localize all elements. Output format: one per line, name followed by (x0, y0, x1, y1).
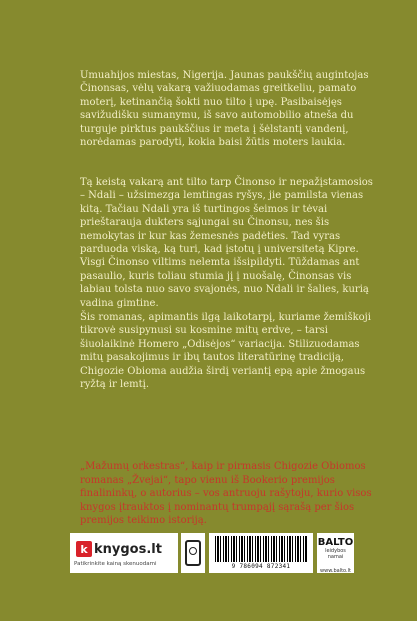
publisher-name: BALTO (317, 537, 354, 548)
knygos-logo-panel (70, 533, 178, 573)
barcode-icon (215, 536, 307, 562)
publisher-panel (317, 533, 354, 573)
blurb-paragraph-1 (80, 69, 375, 149)
blurb-paragraph-2 (80, 176, 375, 310)
blurb-paragraph-3 (80, 311, 375, 391)
blurb-paragraph-3-text: Šis romanas, apimantis ilgą laikotarpį, kuriame žemiškoji tikrovė susipynusi su kosmine mitų erdve, – tarsi šiuolaikinė Homero „Odisėjos“ variacija. Stilizuodamas mitų pasakojimus ir ibų tautos literatūrinę tradiciją, Chigozie Obioma audžia širdį veriantį epą apie žmogaus ryžtą ir lemtį. (80, 312, 371, 391)
knygos-tagline: Patikrinkite kainą skenuodami (74, 561, 157, 567)
publisher-url: www.balto.lt (320, 568, 351, 574)
publisher-subtitle: leidybos namai (325, 548, 346, 560)
barcode-panel (209, 533, 313, 573)
isbn-number: 9 786094 872341 (231, 563, 291, 570)
knygos-logo-badge: k (76, 541, 92, 557)
award-note-text: „Mažumų orkestras“, kaip ir pirmasis Chigozie Obiomos romanas „Žvejai“, tapo vienu iš Bookerio premijos finalininkų, o autorius – vos antruoju rašytoju, kurio visos knygos įtrauktos į nominantų trumpąjį sąrašą per šios premijos teikimo istoriją. (80, 461, 372, 527)
back-cover-footer (70, 533, 352, 605)
blurb-paragraph-1-text: Umuahijos miestas, Nigerija. Jaunas paukščių augintojas Činonsas, vėlų vakarą važiuodamas greitkeliu, pamato moterį, ketinančią šokti nuo tilto į upę. Pasibaisėjęs savižudišku sumanymu, iš savo automobilio atneša du turguje pirktus paukščius ir meta į šėlstantį vandenį, norėdamas parodyti, kokia baisi žūtis moters laukia. (80, 70, 369, 149)
award-note (80, 460, 380, 528)
phone-scan-icon (185, 540, 201, 566)
phone-scan-panel (181, 533, 205, 573)
knygos-logo-text: knygos.lt (94, 541, 162, 557)
knygos-logo (76, 539, 172, 559)
blurb-paragraph-2-text: Tą keistą vakarą ant tilto tarp Činonso ir nepažįstamosios – Ndali – užsimezga lemtingas ryšys, jie pamilsta vienas kitą. Tačiau Ndali yra iš turtingos šeimos ir tėvai prieštarauja dukters sąjungai su Činonsu, nes šis nemokytas ir kur kas žemesnės padėties. Tad vyras parduoda viską, ką turi, kad įstotų į universitetą Kipre. Visgi Činonso viltims nelemta išsipildyti. Tūždamas ant pasaulio, kuris toliau stumia jį į nuošalę, Činonsas vis labiau tolsta nuo savo svajonės, nuo Ndali ir šalies, kurią vadina gimtine. (80, 177, 373, 309)
